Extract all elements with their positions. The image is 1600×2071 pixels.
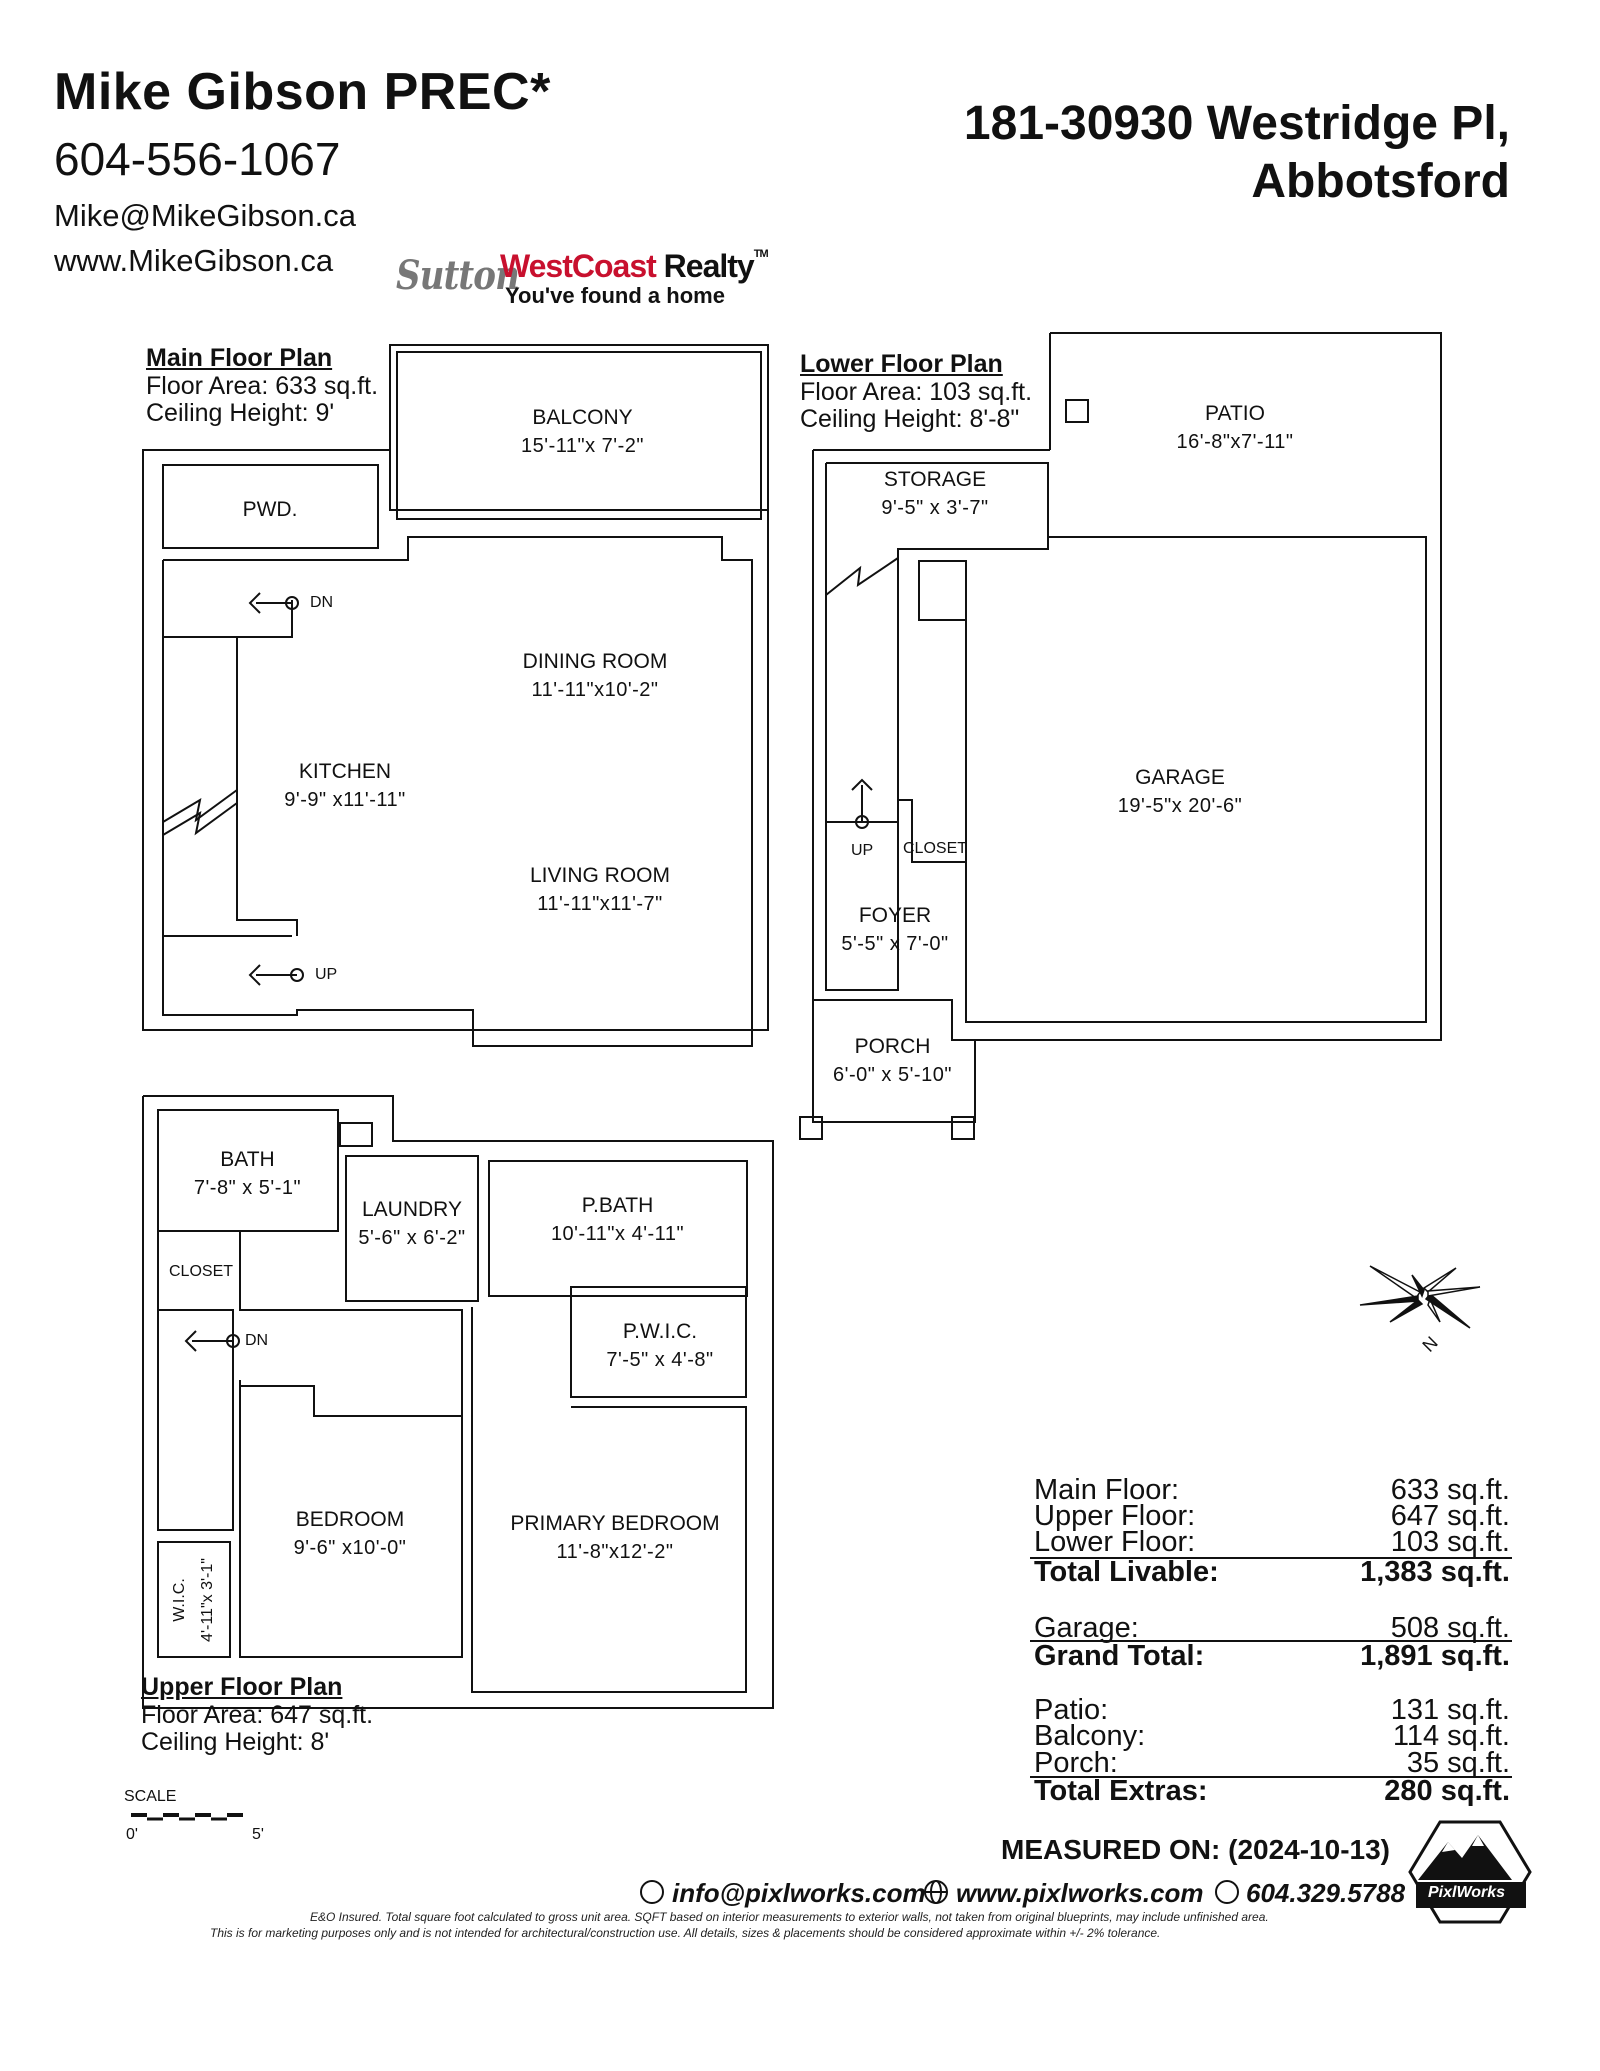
room-name: BALCONY: [532, 406, 633, 429]
room-name: FOYER: [858, 904, 932, 927]
upper-floor-title: Upper Floor Plan: [141, 1673, 343, 1701]
room-garage: [1075, 764, 1285, 820]
room-dimensions: 5'-5" x 7'-0": [841, 933, 949, 955]
upper-stair-down: DN: [245, 1332, 269, 1349]
room-lower-closet: CLOSET: [903, 840, 968, 857]
main-stair-up: UP: [315, 966, 338, 983]
summary-grand-value: 1,891 sq.ft.: [1360, 1640, 1510, 1672]
summary-livable-label: Total Livable:: [1034, 1556, 1219, 1588]
room-name: BATH: [220, 1148, 275, 1171]
pixlworks-logo: [1410, 1822, 1530, 1922]
westcoast-realty-text: Realty: [655, 248, 754, 284]
summary-porch-label: Porch:: [1034, 1747, 1118, 1779]
summary-porch-value: 35 sq.ft.: [1406, 1747, 1510, 1779]
room-name: P.W.I.C.: [622, 1320, 698, 1343]
room-name: PATIO: [1205, 402, 1265, 425]
room-dimensions: 9'-6" x10'-0": [293, 1537, 407, 1559]
room-name: P.BATH: [581, 1194, 654, 1217]
room-dimensions: 11'-8"x12'-2": [556, 1541, 674, 1563]
room-primary-bath: [505, 1192, 730, 1248]
agent-phone[interactable]: 604-556-1067: [54, 133, 341, 185]
room-bath: [160, 1146, 335, 1202]
scale-start: 0': [126, 1826, 138, 1843]
lower-floor-walls: [800, 333, 1441, 1139]
room-kitchen: [225, 758, 465, 814]
room-dimensions: 11'-11"x10'-2": [531, 679, 659, 701]
room-dimensions: 10'-11"x 4'-11": [550, 1223, 685, 1245]
scale-bar: [131, 1815, 243, 1819]
contact-phone[interactable]: 604.329.5788: [1246, 1878, 1406, 1908]
summary-balcony-label: Balcony:: [1034, 1720, 1146, 1752]
room-upper-closet: CLOSET: [169, 1263, 234, 1280]
room-dimensions: 15'-11"x 7'-2": [521, 435, 644, 457]
room-foyer: [820, 902, 970, 958]
room-storage: [840, 466, 1030, 522]
room-dimensions: 9'-5" x 3'-7": [881, 497, 989, 519]
disclaimer-line2: This is for marketing purposes only and is not intended for architectural/construction use. All details, sizes & placements should be considered approximate within +/- 2% tolerance.: [210, 1926, 1161, 1940]
room-primary-bedroom: [490, 1510, 740, 1566]
room-dimensions: 7'-8" x 5'-1": [193, 1177, 302, 1199]
compass-north-label: N: [1418, 1332, 1442, 1356]
summary-upper-value: 647 sq.ft.: [1390, 1500, 1510, 1532]
summary-patio-label: Patio:: [1034, 1694, 1109, 1726]
room-name: KITCHEN: [298, 760, 392, 783]
lower-floor-title: Lower Floor Plan: [800, 350, 1003, 378]
agent-email[interactable]: Mike@MikeGibson.ca: [54, 198, 356, 233]
summary-extras-label: Total Extras:: [1034, 1775, 1208, 1807]
sutton-logo: Sutton: [396, 252, 519, 299]
room-patio: [1135, 400, 1335, 456]
compass-rose: [1360, 1266, 1480, 1328]
lower-floor-area: Floor Area: 103 sq.ft.: [800, 378, 1033, 406]
agent-website[interactable]: www.MikeGibson.ca: [54, 243, 334, 278]
contact-email[interactable]: info@pixlworks.com: [672, 1878, 926, 1908]
room-dining: [470, 648, 720, 704]
room-name: LIVING ROOM: [529, 864, 671, 887]
summary-lower-label: Lower Floor:: [1034, 1526, 1196, 1558]
room-laundry: [346, 1196, 478, 1252]
main-floor-area: Floor Area: 633 sq.ft.: [146, 372, 379, 400]
upper-floor-area: Floor Area: 647 sq.ft.: [141, 1701, 374, 1729]
room-name: DINING ROOM: [522, 650, 668, 673]
scale-label: SCALE: [124, 1788, 177, 1805]
agent-name: Mike Gibson PREC*: [54, 63, 551, 121]
pixlworks-logo-text: PixlWorks: [1428, 1884, 1506, 1901]
room-primary-wic: [580, 1318, 740, 1374]
room-dimensions: 16'-8"x7'-11": [1176, 431, 1294, 453]
room-porch: [815, 1033, 970, 1089]
main-floor-heading: [146, 344, 378, 427]
main-floor-ceiling: Ceiling Height: 9': [146, 399, 335, 427]
room-dimensions: 9'-9" x11'-11": [284, 789, 406, 811]
room-name: BEDROOM: [295, 1508, 405, 1531]
room-dimensions: 7'-5" x 4'-8": [606, 1349, 714, 1371]
room-dimensions: 19'-5"x 20'-6": [1117, 795, 1243, 817]
room-name: GARAGE: [1135, 766, 1225, 789]
main-stair-down: DN: [310, 594, 334, 611]
room-dimensions: 11'-11"x11'-7": [537, 893, 663, 915]
summary-extras-value: 280 sq.ft.: [1384, 1775, 1510, 1807]
room-living: [475, 862, 725, 918]
disclaimer-line1: E&O Insured. Total square foot calculated to gross unit area. SQFT based on interior measurements to exterior walls, not taken from original blueprints, may include unfinished area.: [310, 1910, 1269, 1924]
room-bedroom: [255, 1506, 445, 1562]
summary-main-label: Main Floor:: [1034, 1474, 1180, 1506]
room-dimensions: 4'-11"x 3'-1": [199, 1558, 216, 1642]
summary-livable-value: 1,383 sq.ft.: [1360, 1556, 1510, 1588]
summary-garage-value: 508 sq.ft.: [1390, 1612, 1510, 1644]
lower-floor-heading: [800, 350, 1032, 433]
trademark: TM: [753, 248, 768, 260]
room-dimensions: 6'-0" x 5'-10": [833, 1064, 952, 1086]
summary-balcony-value: 114 sq.ft.: [1392, 1720, 1510, 1752]
room-name: PWD.: [242, 498, 298, 521]
room-name: W.I.C.: [171, 1578, 188, 1622]
measured-date: MEASURED ON: (2024-10-13): [1001, 1834, 1390, 1865]
summary-garage-label: Garage:: [1034, 1612, 1139, 1644]
summary-upper-label: Upper Floor:: [1034, 1500, 1196, 1532]
main-floor-title: Main Floor Plan: [146, 344, 333, 372]
summary-main-value: 633 sq.ft.: [1390, 1474, 1510, 1506]
upper-floor-ceiling: Ceiling Height: 8': [141, 1728, 330, 1756]
room-powder: [205, 496, 335, 524]
brokerage-tagline: You've found a home: [505, 283, 725, 308]
room-wic: [166, 1545, 222, 1655]
scale-end: 5': [252, 1826, 264, 1843]
summary-patio-value: 131 sq.ft.: [1390, 1694, 1510, 1726]
room-name: PRIMARY BEDROOM: [510, 1512, 720, 1535]
room-name: STORAGE: [883, 468, 987, 491]
upper-floor-heading: [141, 1673, 373, 1756]
contact-website[interactable]: www.pixlworks.com: [956, 1878, 1204, 1908]
room-dimensions: 5'-6" x 6'-2": [358, 1227, 466, 1249]
lower-floor-ceiling: Ceiling Height: 8'-8": [800, 405, 1020, 433]
room-name: LAUNDRY: [362, 1198, 462, 1221]
westcoast-red-text: WestCoast: [500, 248, 656, 284]
summary-lower-value: 103 sq.ft.: [1390, 1526, 1510, 1558]
room-name: PORCH: [854, 1035, 931, 1058]
lower-stair-up: UP: [851, 842, 874, 859]
address-line2: Abbotsford: [1251, 155, 1510, 208]
summary-grand-label: Grand Total:: [1034, 1640, 1205, 1672]
room-balcony: [455, 404, 710, 460]
address-line1: 181-30930 Westridge Pl,: [963, 97, 1510, 150]
